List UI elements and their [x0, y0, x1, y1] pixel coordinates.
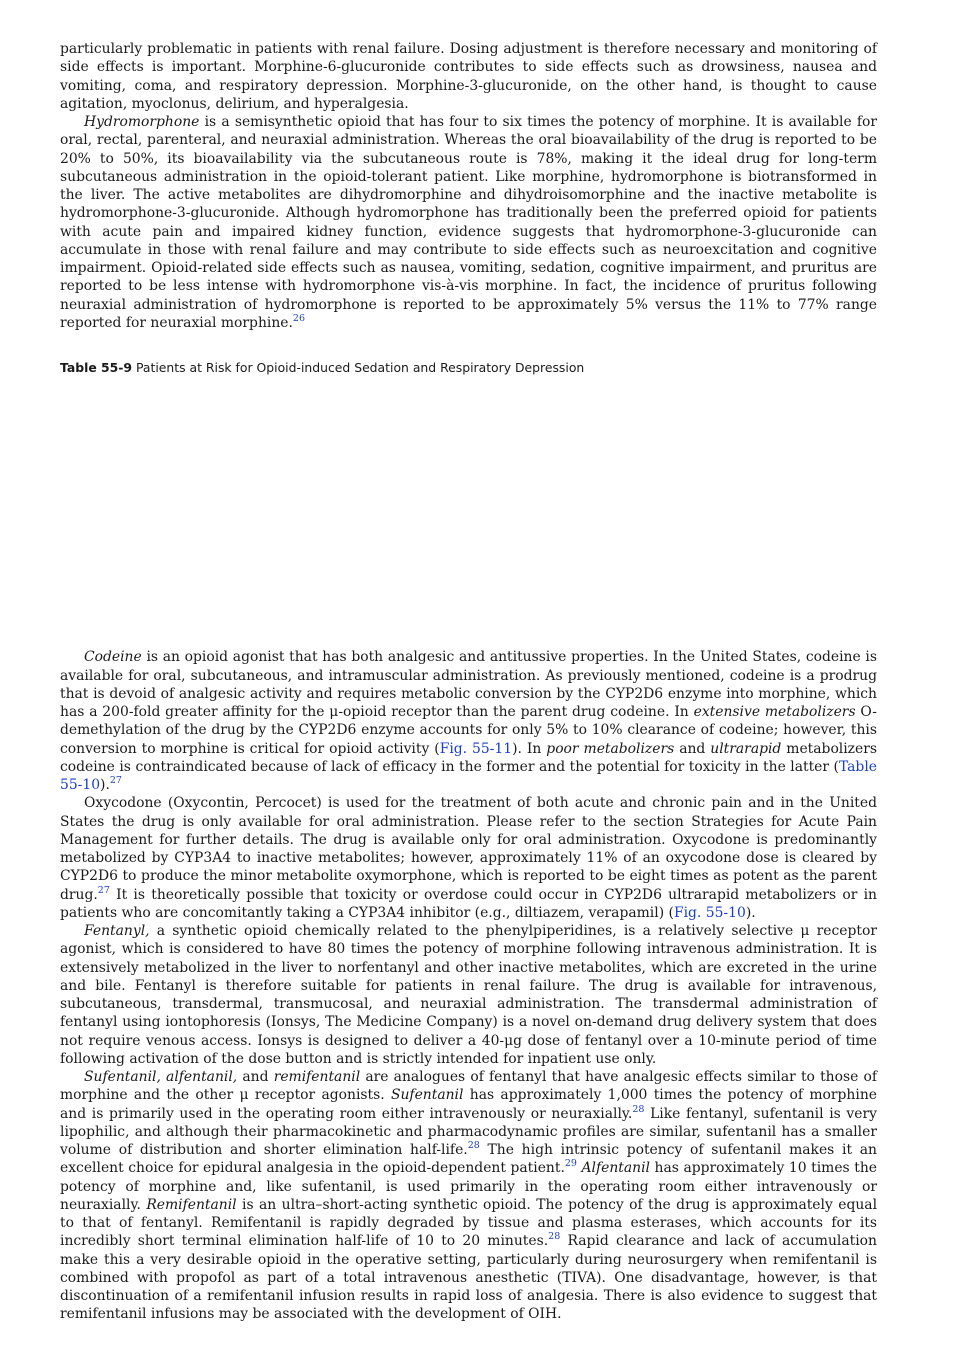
paragraph-text: is a semisynthetic opioid that has four to six times the potency of morphine. It is available for oral, rectal, parenteral, and neuraxial administration. Whereas the oral bioavailability of the drug is reported to be 20% to 50%, its bioavailability via the subcutaneous route is 78%, making it the ideal drug for long-term subcutaneous administration in the opioid-tolerant patient. Like morphine, hydromorphone is biotransformed in the liver. The active metabolites are dihydromorphine and dihydroisomorphine and the inactive metabolite is hydromorphone-3-glucuronide. Although hydromorphone has traditionally been the preferred opioid for patients with acute pain and impaired kidney function, evidence suggests that hydromorphone-3-glucuronide can accumulate in those with renal failure and may contribute to side effects such as neuroexcitation and cognitive impairment. Opioid-related side effects such as nausea, vomiting, sedation, cognitive impairment, and pruritus are reported to be less intense with hydromorphone vis-à-vis morphine. In fact, the incidence of pruritus following neuraxial administration of hydromorphone is reported to be approximately 5% versus the 11% to 77% range reported for neuraxial morphine. — [60, 114, 877, 331]
paragraph-text: and — [237, 1069, 274, 1085]
figure-link[interactable]: Fig. 55-11 — [439, 740, 513, 757]
paragraph-text: O-demethylation of the drug by the CYP2D6 enzyme accounts for only 5% to 10% clearance of codeine; however, this conversion to morphine is critical for opioid activity ( — [60, 704, 878, 757]
table-label: Table 55-9 — [60, 360, 133, 375]
paragraph-text: a synthetic opioid chemically related to the phenylpiperidines, is a relatively selective μ receptor agonist, which is considered to have 80 times the potency of morphine following intravenous administration. It is extensively metabolized in the liver to norfentanyl and other inactive metabolites, which are excreted in the urine and bile. Fentanyl is therefore suitable for patients in renal failure. The drug is available for intravenous, subcutaneous, transdermal, transmucosal, and neuraxial administration. The transdermal administration of fentanyl using iontophoresis (Ionsys, The Medicine Company) is a novel on-demand drug delivery system that does not require venous access. Ionsys is designed to deliver a 40-μg dose of fentanyl over a 10-minute period of time following activation of the dose button and is strictly intended for inpatient use only. — [60, 923, 877, 1067]
paragraph-fentanyl — [60, 922, 877, 1068]
citation-link[interactable]: 28 — [632, 1103, 645, 1115]
drug-term: Fentanyl, — [84, 923, 150, 939]
paragraph-oxycodone — [60, 794, 877, 922]
emphasis-term: ultrarapid — [710, 740, 782, 757]
paragraph-codeine — [60, 648, 877, 794]
paragraph-text: is an ultra–short-acting synthetic opioid. The potency of the drug is approximately equal to that of fentanyl. Remifentanil is rapidly degraded by tissue and plasma esterases, which accounts for its incredibly short terminal elimination half-life of 10 to 20 minutes. — [60, 1196, 878, 1250]
paragraph-hydromorphone — [60, 113, 877, 332]
drug-term: Sufentanil — [390, 1087, 464, 1104]
paragraph-text: Rapid clearance and lack of accumulation make this a very desirable opioid in the operative setting, particularly during neurosurgery when remifentanil is combined with propofol as part of a total intravenous anesthetic (TIVA). One disadvantage, however, is that discontinuation of a remifentanil infusion results in rapid loss of analgesia. There is also evidence to suggest that remifentanil infusions may be associated with the development of OIH. — [60, 1233, 877, 1323]
drug-term: Sufentanil, alfentanil, — [84, 1069, 238, 1085]
paragraph-text: Like fentanyl, sufentanil is very lipophilic, and although their pharmacokinetic and pharmacodynamic profiles are similar, sufentanil has a smaller volume of distribution and shorter elimination half-life. — [60, 1105, 877, 1158]
drug-term: remifentanil — [273, 1069, 361, 1085]
citation-link[interactable]: 28 — [467, 1140, 480, 1151]
citation-link[interactable]: 28 — [548, 1231, 561, 1243]
emphasis-term: extensive metabolizers — [693, 704, 856, 720]
paragraph-text: metabolizers codeine is contraindicated because of lack of efficacy in the former and the potential for toxicity in the latter ( — [60, 740, 877, 775]
paragraph-text: ). — [745, 904, 756, 921]
table-caption — [60, 359, 877, 377]
paragraph-text: and — [674, 740, 711, 757]
table-title: Patients at Risk for Opioid-induced Sedation and Respiratory Depression — [132, 360, 585, 375]
citation-link[interactable]: 27 — [97, 884, 110, 896]
paragraph-text: Oxycodone (Oxycontin, Percocet) is used for the treatment of both acute and chronic pain and in the United States the drug is only available for oral administration. Please refer to the section Strategies for Acute Pain Management for further details. The drug is available only for oral administration. Oxycodone is predominantly metabolized by CYP3A4 to inactive metabolites; however, approximately 11% of an oxycodone dose is cleared by CYP2D6 to produce the minor metabolite oxymorphone, which is reported to be eight times as potent as the parent drug. — [60, 795, 877, 903]
table-link[interactable]: Table 55-10 — [60, 758, 877, 793]
paragraph-text: has approximately 1,000 times the potency of morphine and is primarily used in the operating room either intravenously or neuraxially. — [60, 1087, 877, 1122]
paragraph-fentanyl-analogues — [60, 1068, 877, 1324]
citation-link[interactable]: 29 — [564, 1158, 577, 1170]
paragraph-text: ). — [100, 777, 110, 793]
paragraph-text: particularly problematic in patients with renal failure. Dosing adjustment is therefore necessary and monitoring of side effects is important. Morphine-6-glucuronide contributes to side effects such as drowsiness, nausea and vomiting, coma, and respiratory depression. Morphine-3-glucuronide, on the other hand, is thought to cause agitation, myoclonus, delirium, and hyperalgesia. — [60, 41, 877, 112]
paragraph-text: ). In — [512, 740, 547, 757]
drug-term: Codeine — [84, 649, 142, 666]
drug-term: Remifentanil — [146, 1196, 237, 1213]
emphasis-term: poor metabolizers — [546, 740, 675, 757]
citation-link[interactable]: 26 — [292, 312, 306, 324]
citation-link[interactable]: 27 — [109, 775, 122, 786]
paragraph-text: is an opioid agonist that has both analgesic and antitussive properties. In the United States, codeine is available for oral, subcutaneous, and intramuscular administration. As previously mentioned, codeine is a prodrug that is devoid of analgesic activity and requires metabolic conversion by the CYP2D6 enzyme into morphine, which has a 200-fold greater affinity for the μ-opioid receptor than the parent drug codeine. In — [60, 649, 877, 720]
paragraph-text: has approximately 10 times the potency of morphine and, like sufentanil, is used primarily in the operating room either intravenously or neuraxially. — [60, 1160, 877, 1213]
figure-link[interactable]: Fig. 55-10 — [673, 904, 746, 921]
paragraph-morphine-metabolites — [60, 40, 877, 113]
paragraph-text: It is theoretically possible that toxicity or overdose could occur in CYP2D6 ultrarapid metabolizers or in patients who are concomitantly taking a CYP3A4 inhibitor (e.g., diltiazem, verapamil) ( — [60, 886, 877, 921]
paragraph-text: are analogues of fentanyl that have analgesic effects similar to those of morphine and the other μ receptor agonists. — [60, 1069, 877, 1104]
table-area — [60, 377, 877, 648]
document-page — [60, 40, 877, 1324]
drug-term: Alfentanil — [576, 1160, 650, 1177]
drug-term: Hydromorphone — [84, 114, 200, 130]
paragraph-text: The high intrinsic potency of sufentanil makes it an excellent choice for epidural analgesia in the opioid-dependent patient. — [60, 1142, 877, 1177]
